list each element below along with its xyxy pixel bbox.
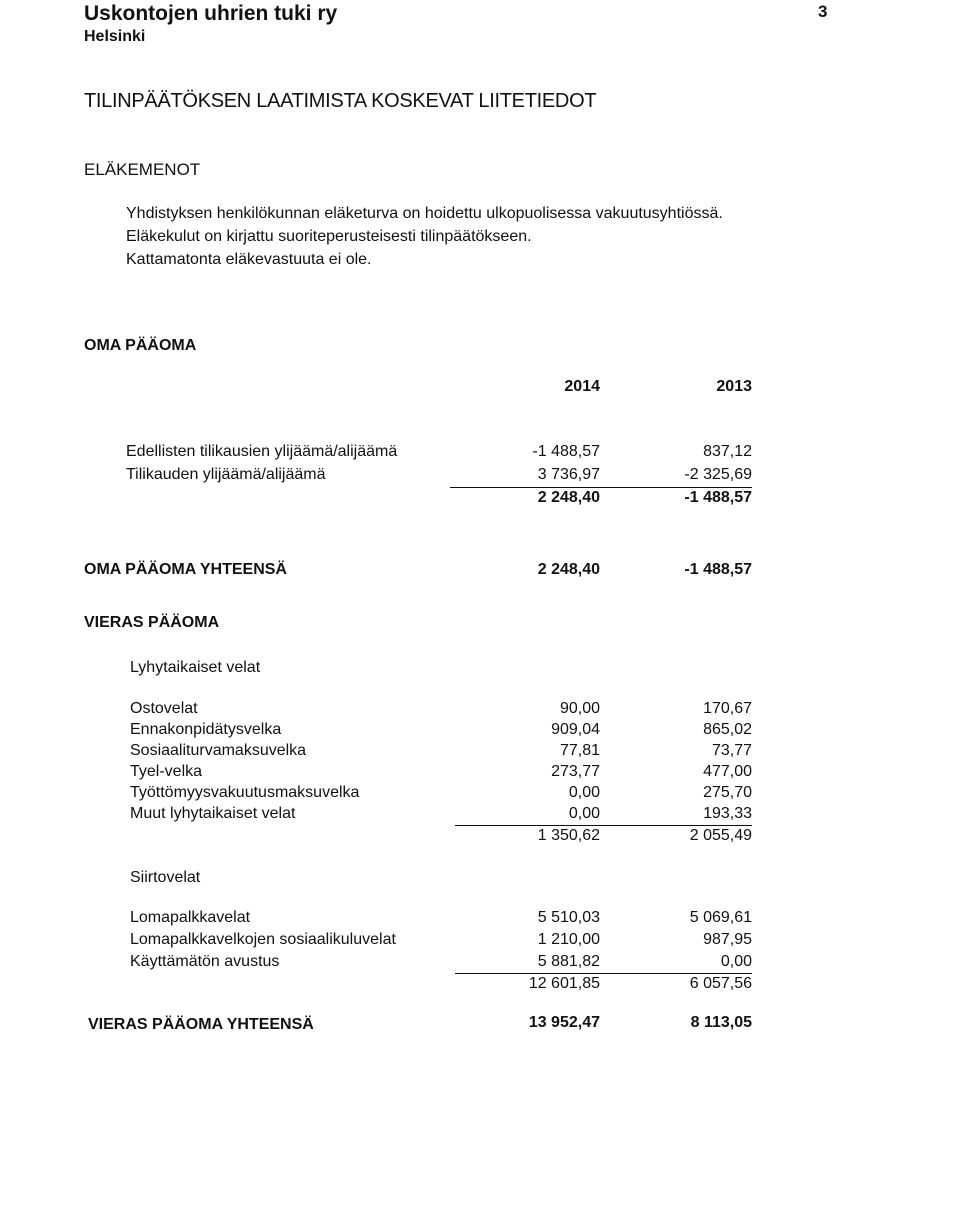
accrual-row-value-2013: 987,95 xyxy=(703,931,752,948)
liability-row-label: Työttömyysvakuutusmaksuvelka xyxy=(130,784,360,801)
equity-total-2013: -1 488,57 xyxy=(684,561,752,578)
equity-heading: OMA PÄÄOMA xyxy=(84,337,197,354)
liability-row-value-2013: 477,00 xyxy=(703,763,752,780)
liability-row-value-2014: 273,77 xyxy=(551,763,600,780)
liability-row-value-2013: 73,77 xyxy=(711,742,752,759)
short-term-heading: Lyhytaikaiset velat xyxy=(130,659,261,676)
sum-rule xyxy=(455,973,752,974)
liability-row-label: Tyel-velka xyxy=(130,763,203,780)
liability-row-label: Muut lyhytaikaiset velat xyxy=(130,805,296,822)
liability-row-value-2014: 77,81 xyxy=(559,742,600,759)
equity-subtotal-2014: 2 248,40 xyxy=(537,489,600,506)
liability-row-label: Sosiaaliturvamaksuvelka xyxy=(130,742,307,759)
pension-text-line: Eläkekulut on kirjattu suoriteperusteisesti tilinpäätökseen. xyxy=(126,228,532,245)
liabilities-total-2013: 8 113,05 xyxy=(690,1014,752,1031)
short-term-subtotal-2014: 1 350,62 xyxy=(537,827,600,844)
accrual-row-label: Lomapalkkavelat xyxy=(130,909,251,926)
short-term-subtotal-2013: 2 055,49 xyxy=(689,827,752,844)
liability-row-value-2013: 193,33 xyxy=(703,805,752,822)
page-number: 3 xyxy=(818,2,828,21)
year-header-2014: 2014 xyxy=(564,378,600,395)
equity-row-label: Tilikauden ylijäämä/alijäämä xyxy=(126,466,326,483)
accruals-subtotal-2013: 6 057,56 xyxy=(689,975,752,992)
equity-total-2014: 2 248,40 xyxy=(537,561,600,578)
accrual-row-label: Lomapalkkavelkojen sosiaalikuluvelat xyxy=(130,931,396,948)
accrual-row-value-2013: 5 069,61 xyxy=(689,909,752,926)
equity-row-value-2014: 3 736,97 xyxy=(537,466,600,483)
liability-row-label: Ennakonpidätysvelka xyxy=(130,721,282,738)
accrual-row-value-2014: 5 510,03 xyxy=(537,909,600,926)
liability-row-value-2013: 170,67 xyxy=(703,700,752,717)
liability-row-value-2014: 909,04 xyxy=(551,721,600,738)
liability-row-value-2014: 0,00 xyxy=(568,784,600,801)
equity-total-label: OMA PÄÄOMA YHTEENSÄ xyxy=(84,561,287,578)
liability-row-value-2014: 90,00 xyxy=(559,700,600,717)
liability-row-value-2013: 865,02 xyxy=(703,721,752,738)
sum-rule xyxy=(450,487,752,488)
equity-row-label: Edellisten tilikausien ylijäämä/alijäämä xyxy=(126,443,398,460)
equity-subtotal-2013: -1 488,57 xyxy=(684,489,752,506)
accruals-heading: Siirtovelat xyxy=(130,869,201,886)
accrual-row-label: Käyttämätön avustus xyxy=(130,953,280,970)
pension-text-line: Yhdistyksen henkilökunnan eläketurva on hoidettu ulkopuolisessa vakuutusyhtiössä. xyxy=(126,205,723,222)
liability-row-value-2013: 275,70 xyxy=(703,784,752,801)
liabilities-total-2014: 13 952,47 xyxy=(528,1014,600,1031)
document-title: TILINPÄÄTÖKSEN LAATIMISTA KOSKEVAT LIITETIEDOT xyxy=(84,90,597,112)
year-header-2013: 2013 xyxy=(716,378,752,395)
liability-row-label: Ostovelat xyxy=(130,700,198,717)
accrual-row-value-2014: 1 210,00 xyxy=(537,931,600,948)
pension-heading: ELÄKEMENOT xyxy=(84,160,201,179)
accrual-row-value-2013: 0,00 xyxy=(720,953,752,970)
accrual-row-value-2014: 5 881,82 xyxy=(537,953,600,970)
pension-text-line: Kattamatonta eläkevastuuta ei ole. xyxy=(126,251,372,268)
liabilities-heading: VIERAS PÄÄOMA xyxy=(84,614,220,631)
sum-rule xyxy=(455,825,752,826)
liability-row-value-2014: 0,00 xyxy=(568,805,600,822)
organization-name: Uskontojen uhrien tuki ry xyxy=(84,2,338,25)
equity-row-value-2013: 837,12 xyxy=(703,443,752,460)
equity-row-value-2013: -2 325,69 xyxy=(684,466,752,483)
equity-row-value-2014: -1 488,57 xyxy=(532,443,600,460)
city-label: Helsinki xyxy=(84,28,146,45)
liabilities-total-label: VIERAS PÄÄOMA YHTEENSÄ xyxy=(88,1016,314,1033)
accruals-subtotal-2014: 12 601,85 xyxy=(528,975,600,992)
